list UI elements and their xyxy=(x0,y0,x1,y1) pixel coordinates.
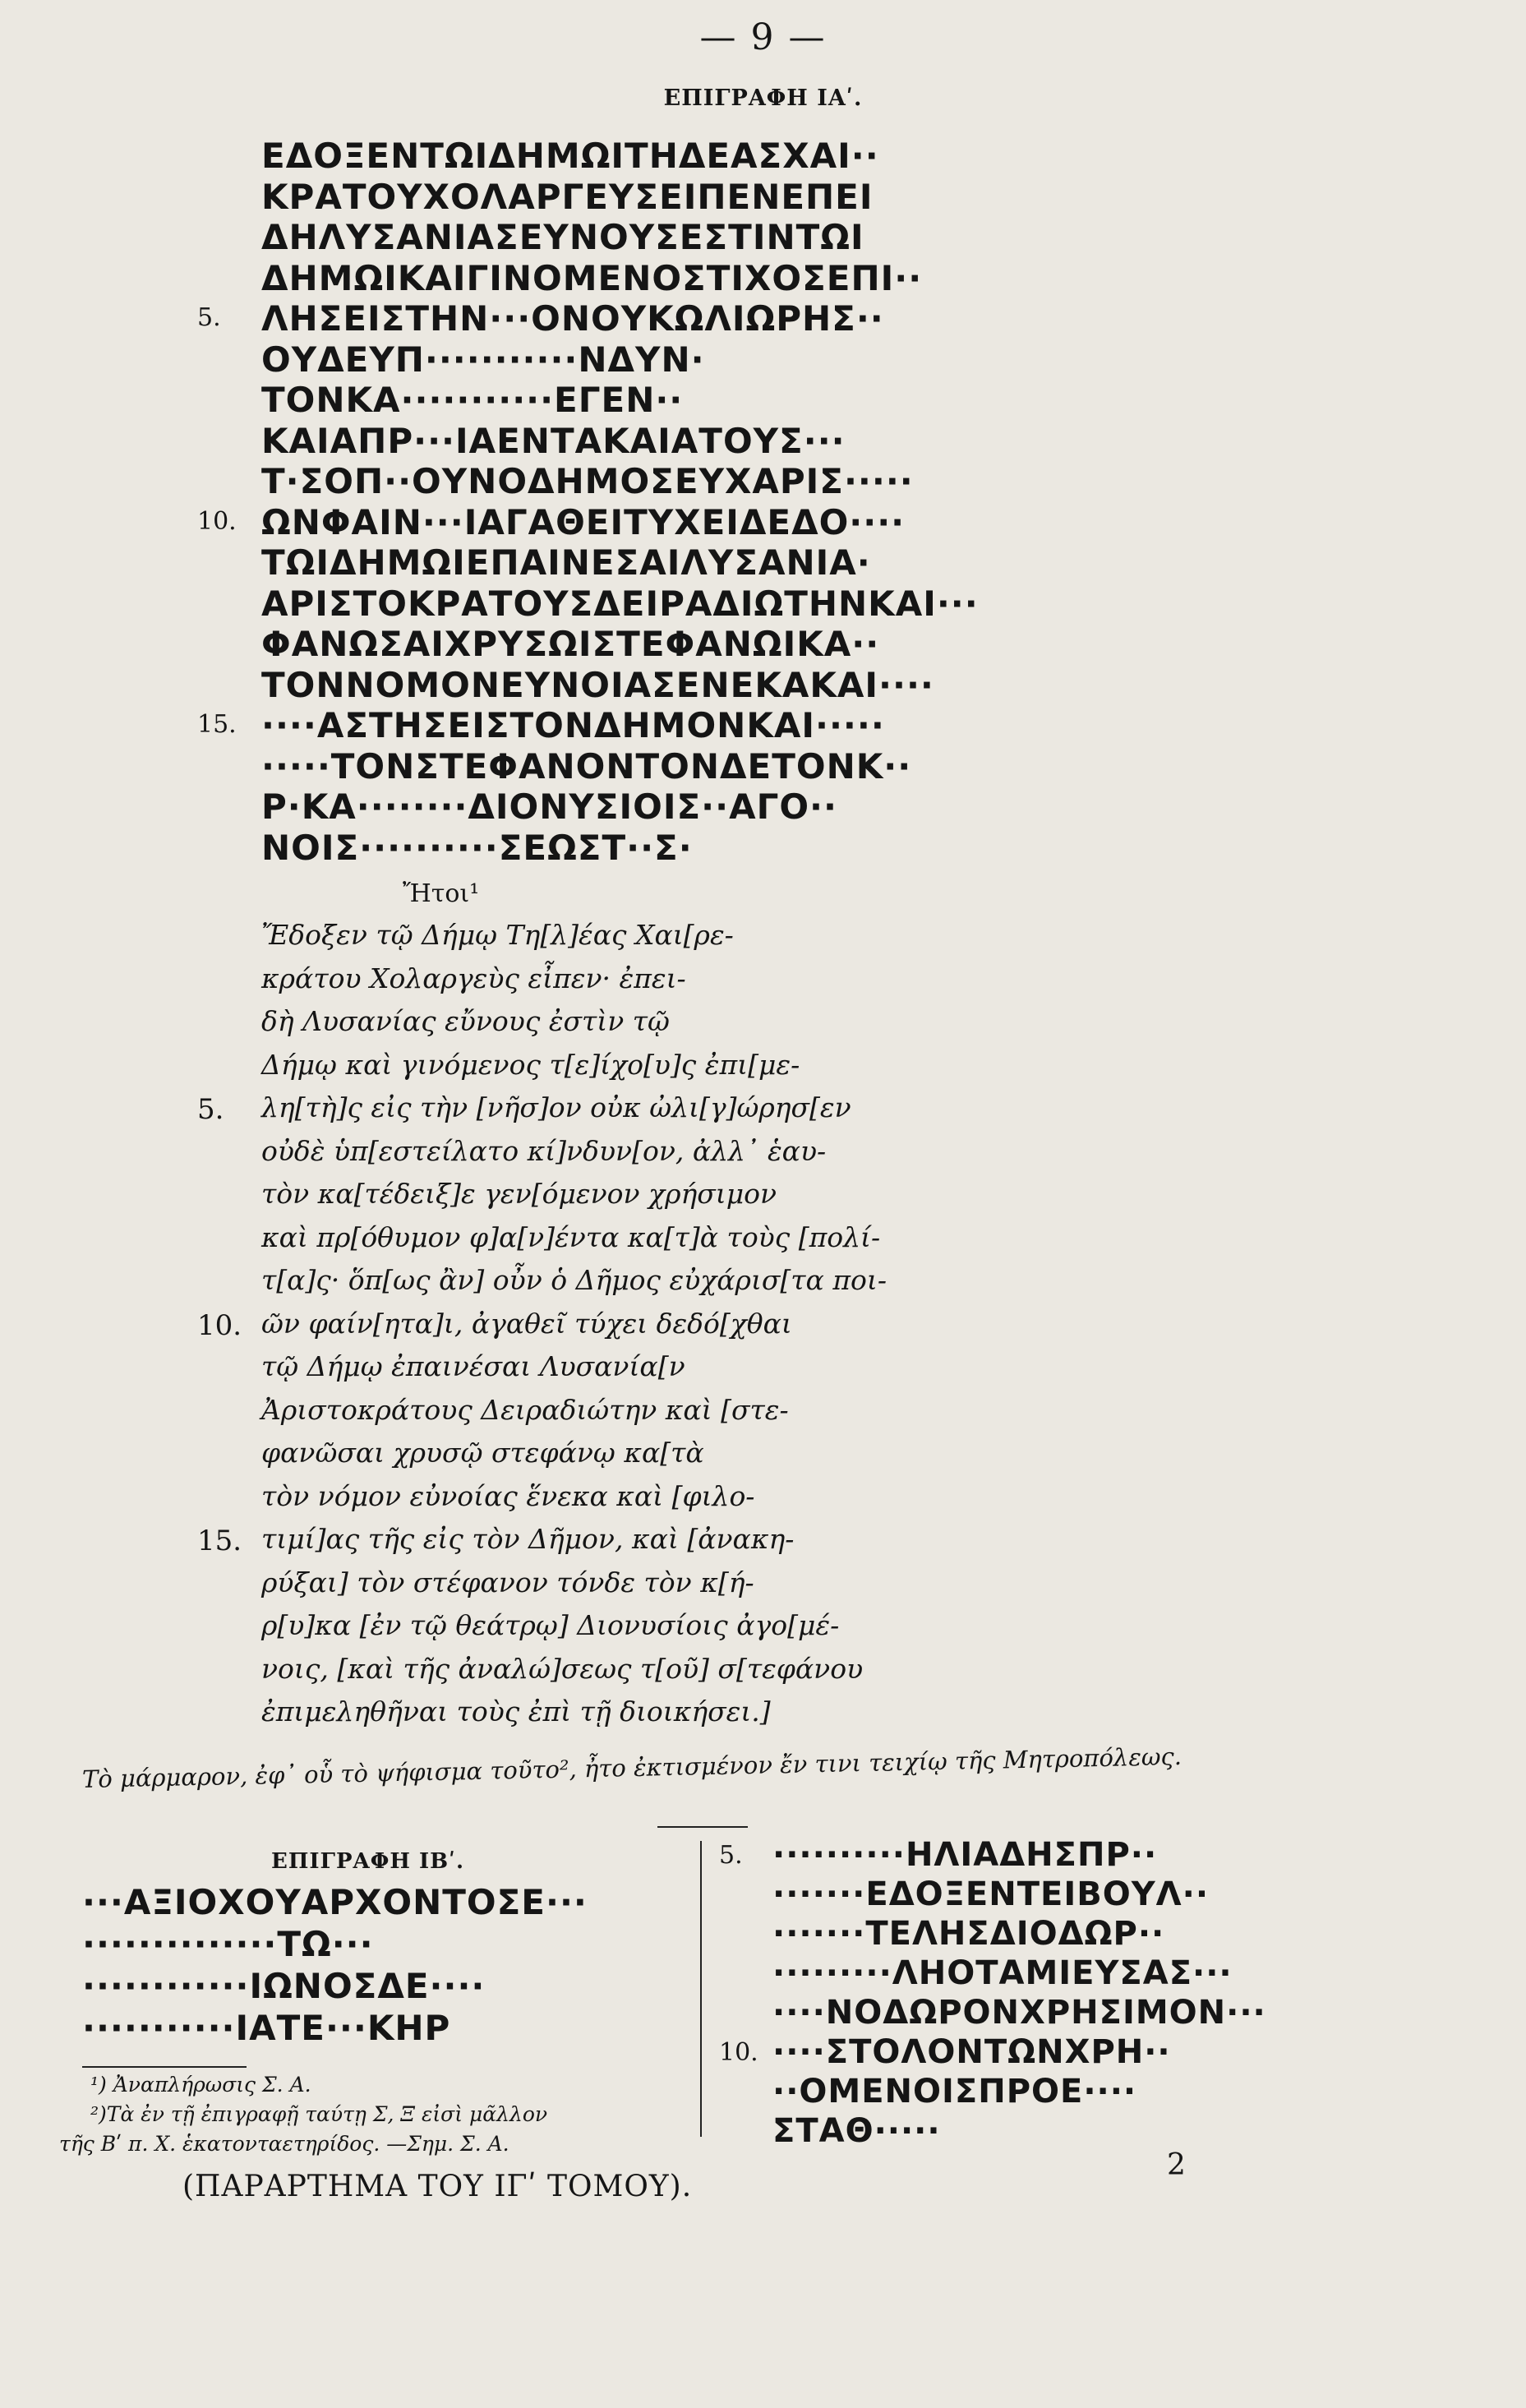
inscription-heading-2: ΕΠΙΓΡΑΦΗ ΙΒʹ. xyxy=(271,1849,465,1874)
inscription-heading: ΕΠΙΓΡΑΦΗ ΙΑʹ. xyxy=(663,85,863,111)
transcription-line: λη[τὴ]ς εἰς τὴν [νῆσ]ον οὐκ ὠλι[γ]ώρησ[εν xyxy=(261,1091,851,1123)
transcription-line: Δήμῳ καὶ γινόμενος τ[ε]ίχο[υ]ς ἐπι[με- xyxy=(261,1048,800,1081)
footnote-rule xyxy=(82,2066,247,2068)
inscription-line: ΤΩΙΔΗΜΩΙΕΠΑΙΝΕΣΑΙΛΥΣΑΝΙΑ· xyxy=(261,542,871,583)
transcription-line: καὶ πρ[όθυμον φ]α[ν]έντα κα[τ]ὰ τοὺς [πολί- xyxy=(261,1220,881,1253)
line-number: 15. xyxy=(197,1525,242,1557)
inscription-line: ΤΟΝΚΑ···········ΕΓΕΝ·· xyxy=(261,380,684,420)
transcription-line: τῷ Δήμῳ ἐπαινέσαι Λυσανία[ν xyxy=(261,1350,685,1382)
line-number: 10. xyxy=(197,1308,242,1342)
inscription-line: ·······ΤΕΛΗΣΔΙΟΔΩΡ·· xyxy=(772,1915,1165,1953)
transcription-line: τιμί]ας τῆς εἰς τὸν Δῆμον, καὶ [ἀνακη- xyxy=(261,1523,795,1555)
inscription-line: ····ΝΟΔΩΡΟΝΧΡΗΣΙΜΟΝ··· xyxy=(772,1994,1266,2032)
transcription-line: ῶν φαίν[ητα]ι, ἀγαθεῖ τύχει δεδό[χθαι xyxy=(261,1307,792,1340)
inscription-line: ····ΣΤΟΛΟΝΤΩΝΧΡΗ·· xyxy=(772,2033,1171,2071)
inscription-line: ···········ΙΑΤΕ···ΚΗΡ xyxy=(82,2008,451,2048)
inscription-line: ΚΡΑΤΟΥΧΟΛΑΡΓΕΥΣΕΙΠΕΝΕΠΕΙ xyxy=(261,176,874,217)
transcription-line: οὐδὲ ὑπ[εστείλατο κί]νδυν[ον, ἀλλ᾽ ἑαυ- xyxy=(261,1134,827,1167)
line-number: 5. xyxy=(719,1841,743,1870)
signature-mark: 2 xyxy=(1167,2148,1186,2182)
footnote-line: τῆς Βʹ π. Χ. ἑκατονταετηρίδος. —Σημ. Σ. Α. xyxy=(59,2132,509,2156)
line-number: 5. xyxy=(197,1093,224,1126)
inscription-line: ··········ΗΛΙΑΔΗΣΠΡ·· xyxy=(772,1836,1158,1874)
marble-note: Τὸ μάρμαρον, ἐφ᾽ οὗ τὸ ψήφισμα τοῦτο², ἦτο ἐκτισμένον ἔν τινι τειχίῳ τῆς Μητροπόλεως. xyxy=(81,1741,1183,1793)
transcription-line: ἐπιμεληθῆναι τοὺς ἐπὶ τῇ διοικήσει.] xyxy=(261,1695,771,1728)
transcription-line: ρ[υ]κα [ἐν τῷ θεάτρῳ] Διονυσίοις ἀγο[μέ- xyxy=(261,1609,840,1641)
transcription-line: Ἔδοξεν τῷ Δήμῳ Τη[λ]έας Χαι[ρε- xyxy=(261,919,734,951)
inscription-line: Τ·ΣΟΠ··ΟΥΝΟΔΗΜΟΣΕΥΧΑΡΙΣ····· xyxy=(261,461,914,501)
inscription-line: ············ΙΩΝΟΣΔΕ···· xyxy=(82,1966,486,2006)
transcription-line: τ[α]ς· ὅπ[ως ἂν] οὖν ὁ Δῆμος εὐχάρισ[τα ποι- xyxy=(261,1264,887,1296)
inscription-line: ··············ΤΩ··· xyxy=(82,1924,374,1964)
inscription-line: ΣΤΑΘ····· xyxy=(772,2112,941,2150)
inscription-line: ΑΡΙΣΤΟΚΡΑΤΟΥΣΔΕΙΡΑΔΙΩΤΗΝΚΑΙ··· xyxy=(261,583,979,624)
inscription-line: ΔΗΛΥΣΑΝΙΑΣΕΥΝΟΥΣΕΣΤΙΝΤΩΙ xyxy=(261,217,864,257)
inscription-line: ΚΑΙΑΠΡ···ΙΑΕΝΤΑΚΑΙΑΤΟΥΣ··· xyxy=(261,420,846,461)
transcription-line: κράτου Χολαργεὺς εἶπεν· ἐπει- xyxy=(261,962,686,994)
inscription-line: ΕΔΟΞΕΝΤΩΙΔΗΜΩΙΤΗΔΕΑΣΧΑΙ·· xyxy=(261,136,879,176)
inscription-line: ····ΑΣΤΗΣΕΙΣΤΟΝΔΗΜΟΝΚΑΙ····· xyxy=(261,705,885,745)
transcription-line: Ἀριστοκράτους Δειραδιώτην καὶ [στε- xyxy=(261,1393,789,1426)
line-number: 10. xyxy=(719,2038,758,2067)
inscription-line: ΩΝΦΑΙΝ···ΙΑΓΑΘΕΙΤΥΧΕΙΔΕΔΟ···· xyxy=(261,501,906,542)
intro-word: Ἤτοι¹ xyxy=(403,879,480,908)
inscription-line: ·······ΕΔΟΞΕΝΤΕΙΒΟΥΛ·· xyxy=(772,1875,1210,1913)
inscription-line: ·········ΛΗΟΤΑΜΙΕΥΣΑΣ··· xyxy=(772,1954,1233,1992)
transcription-line: τὸν νόμον εὐνοίας ἕνεκα καὶ [φιλο- xyxy=(261,1479,755,1512)
footnote-line: ¹) Ἀναπλήρωσις Σ. Α. xyxy=(90,2073,311,2097)
inscription-line: ΔΗΜΩΙΚΑΙΓΙΝΟΜΕΝΟΣΤΙΧΟΣΕΠΙ·· xyxy=(261,257,923,298)
inscription-line: ΟΥΔΕΥΠ···········ΝΔΥΝ· xyxy=(261,339,705,380)
transcription-line: δὴ Λυσανίας εὔνους ἐστὶν τῷ xyxy=(261,1005,670,1037)
inscription-line: ·····ΤΟΝΣΤΕΦΑΝΟΝΤΟΝΔΕΤΟΝΚ·· xyxy=(261,745,912,787)
transcription-line: φανῶσαι χρυσῷ στεφάνῳ κα[τὰ xyxy=(261,1437,704,1469)
inscription-line: ···ΑΞΙΟΧΟΥΑΡΧΟΝΤΟΣΕ··· xyxy=(82,1882,588,1922)
inscription-line: ΦΑΝΩΣΑΙΧΡΥΣΩΙΣΤΕΦΑΝΩΙΚΑ·· xyxy=(261,624,880,664)
separator-line xyxy=(657,1826,748,1828)
line-number: 15. xyxy=(197,710,237,739)
inscription-line: ΛΗΣΕΙΣΤΗΝ···ΟΝΟΥΚΩΛΙΩΡΗΣ·· xyxy=(261,298,884,339)
page-number: — 9 — xyxy=(699,16,827,58)
transcription-line: ρύξαι] τὸν στέφανον τόνδε τὸν κ[ή- xyxy=(261,1566,754,1598)
transcription-line: τὸν κα[τέδειξ]ε γεν[όμενον χρήσιμον xyxy=(261,1178,777,1210)
inscription-line: ΤΟΝΝΟΜΟΝΕΥΝΟΙΑΣΕΝΕΚΑΚΑΙ···· xyxy=(261,664,934,705)
inscription-line: ΝΟΙΣ··········ΣΕΩΣΤ··Σ· xyxy=(261,827,693,868)
appendix-label: (ΠΑΡΑΡΤΗΜΑ ΤΟΥ ΙΓʹ ΤΟΜΟΥ). xyxy=(182,2170,693,2203)
column-divider xyxy=(700,1841,702,2137)
line-number: 10. xyxy=(197,506,237,536)
footnote-line: ²)Τὰ ἐν τῇ ἐπιγραφῇ ταύτῃ Σ, Ξ εἰσὶ μᾶλλον xyxy=(90,2102,548,2126)
transcription-line: νοις, [καὶ τῆς ἀναλώ]σεως τ[οῦ] σ[τεφάνου xyxy=(261,1652,864,1685)
inscription-line: ··ΟΜΕΝΟΙΣΠΡΟΕ···· xyxy=(772,2073,1137,2110)
inscription-line: Ρ·ΚΑ········ΔΙΟΝΥΣΙΟΙΣ··ΑΓΟ·· xyxy=(261,787,837,827)
line-number: 5. xyxy=(197,303,221,332)
